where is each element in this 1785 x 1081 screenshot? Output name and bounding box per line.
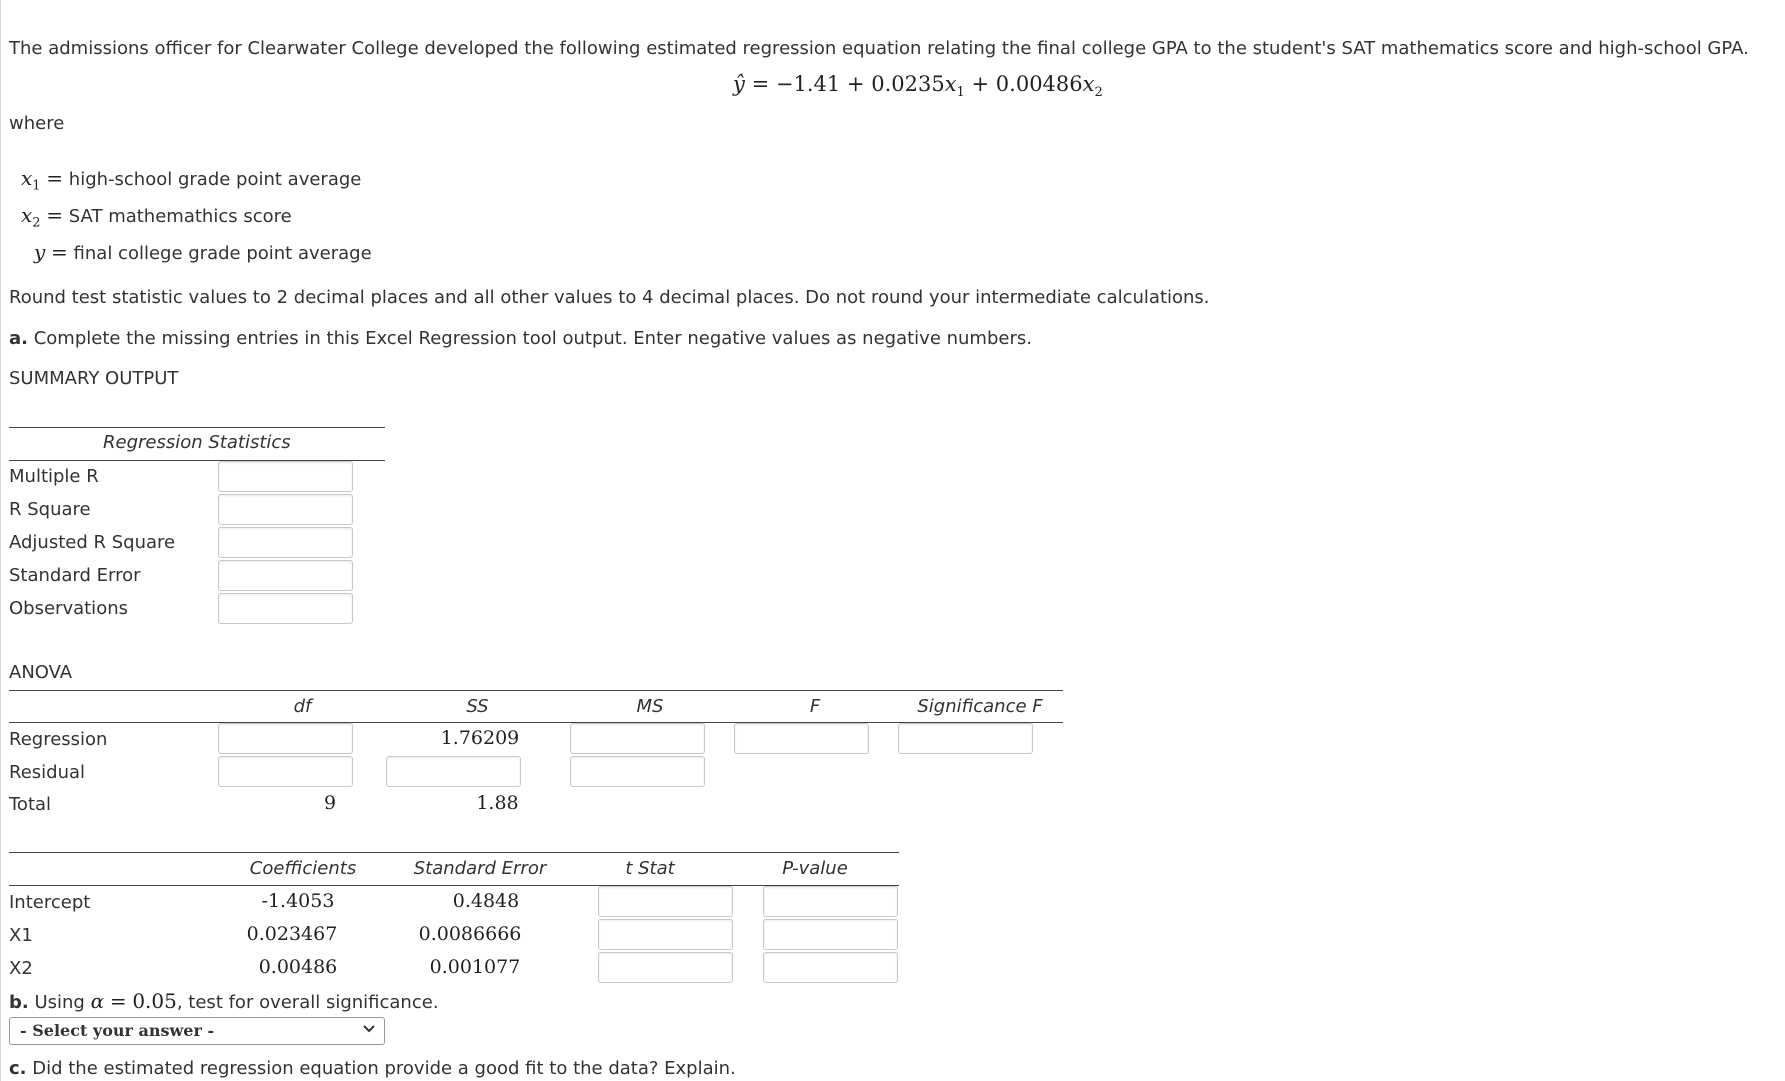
anova-header-df: df <box>293 696 312 717</box>
anova-top-rule <box>9 690 1063 691</box>
coef-row-label-x1: X1 <box>9 925 33 946</box>
regstats-top-rule <box>9 427 385 428</box>
anova-header-significance-f: Significance F <box>917 696 1043 717</box>
coef-header-p-value: P-value <box>782 858 848 879</box>
anova-title: ANOVA <box>9 662 73 683</box>
coef-x1-se: 0.0086666 <box>418 923 522 945</box>
regression-equation <box>733 72 1103 100</box>
anova-regression-ss: 1.76209 <box>440 727 520 749</box>
regstats-label-standard-error: Standard Error <box>9 565 141 586</box>
coef-x2-value: 0.00486 <box>258 956 338 978</box>
x1-t-stat-input[interactable] <box>598 919 733 950</box>
regstats-label-adj-r-square: Adjusted R Square <box>9 532 176 553</box>
anova-header-f: F <box>809 696 821 717</box>
observations-input[interactable] <box>218 593 353 624</box>
coef-top-rule <box>9 852 899 853</box>
equation-plus-1: + <box>846 72 865 96</box>
equation-sub-2: 2 <box>1094 85 1103 101</box>
regstats-label-r-square: R Square <box>9 499 91 520</box>
coef-intercept-se: 0.4848 <box>452 890 520 912</box>
anova-significance-f-input[interactable] <box>898 723 1033 754</box>
equation-yhat: ŷ <box>733 72 745 96</box>
select-selected-value: - Select your answer - <box>20 1021 215 1040</box>
equation-equals: = <box>751 72 770 96</box>
anova-row-label-residual: Residual <box>9 762 86 783</box>
coef-intercept-value: -1.4053 <box>261 890 335 912</box>
part-a-prompt: a. Complete the missing entries in this Excel Regression tool output. Enter negative values as negative numbers. <box>9 328 1032 349</box>
adjusted-r-square-input[interactable] <box>218 527 353 558</box>
equation-var-1: x <box>944 72 957 96</box>
page-left-border <box>0 0 1 1081</box>
equation-coef-1: 0.0235 <box>871 72 945 96</box>
anova-regression-ms-input[interactable] <box>570 723 705 754</box>
anova-total-ss: 1.88 <box>476 792 519 814</box>
coef-x2-se: 0.001077 <box>429 956 521 978</box>
standard-error-input[interactable] <box>218 560 353 591</box>
definition-x2: $x_2$ = SAT mathemathics score <box>21 203 292 231</box>
regstats-header: Regression Statistics <box>103 432 291 453</box>
multiple-r-input[interactable] <box>218 461 353 492</box>
x2-t-stat-input[interactable] <box>598 952 733 983</box>
anova-residual-ss-input[interactable] <box>386 756 521 787</box>
equation-plus-2: + <box>971 72 990 96</box>
part-c-prompt: c. Did the estimated regression equation provide a good fit to the data? Explain. <box>9 1058 736 1079</box>
chevron-down-icon <box>362 1021 376 1037</box>
anova-row-label-total: Total <box>9 794 52 815</box>
x2-p-value-input[interactable] <box>763 952 898 983</box>
coef-header-t-stat: t Stat <box>625 858 675 879</box>
intercept-p-value-input[interactable] <box>763 886 898 917</box>
definition-y: y = final college grade point average <box>34 240 372 264</box>
anova-total-df: 9 <box>323 792 337 814</box>
coef-row-label-intercept: Intercept <box>9 892 91 913</box>
equation-constant: −1.41 <box>775 72 841 96</box>
regstats-label-multiple-r: Multiple R <box>9 466 99 487</box>
coef-row-label-x2: X2 <box>9 958 33 979</box>
anova-row-label-regression: Regression <box>9 729 108 750</box>
anova-header-ss: SS <box>466 696 489 717</box>
anova-regression-df-input[interactable] <box>218 723 353 754</box>
definition-x1: $x_1$ = high-school grade point average <box>21 166 362 194</box>
x1-p-value-input[interactable] <box>763 919 898 950</box>
part-b-prompt: b. Using α = 0.05, test for overall significance. <box>9 989 439 1013</box>
regstats-label-observations: Observations <box>9 598 128 619</box>
coef-header-standard-error: Standard Error <box>413 858 547 879</box>
anova-f-input[interactable] <box>734 723 869 754</box>
intercept-t-stat-input[interactable] <box>598 886 733 917</box>
summary-output-title: SUMMARY OUTPUT <box>9 368 179 389</box>
anova-residual-ms-input[interactable] <box>570 756 705 787</box>
overall-significance-select[interactable] <box>9 1017 385 1045</box>
r-square-input[interactable] <box>218 494 353 525</box>
anova-residual-df-input[interactable] <box>218 756 353 787</box>
coef-x1-value: 0.023467 <box>246 923 338 945</box>
equation-coef-2: 0.00486 <box>995 72 1083 96</box>
intro-text: The admissions officer for Clearwater College developed the following estimated regression equation relating the final college GPA to the student's SAT mathematics score and high-school GPA. <box>9 38 1749 59</box>
where-label: where <box>9 113 65 134</box>
rounding-note: Round test statistic values to 2 decimal places and all other values to 4 decimal places. Do not round your intermediate calculations. <box>9 287 1210 308</box>
anova-header-ms: MS <box>636 696 664 717</box>
equation-sub-1: 1 <box>956 85 965 101</box>
equation-var-2: x <box>1082 72 1095 96</box>
coef-header-coefficients: Coefficients <box>249 858 357 879</box>
